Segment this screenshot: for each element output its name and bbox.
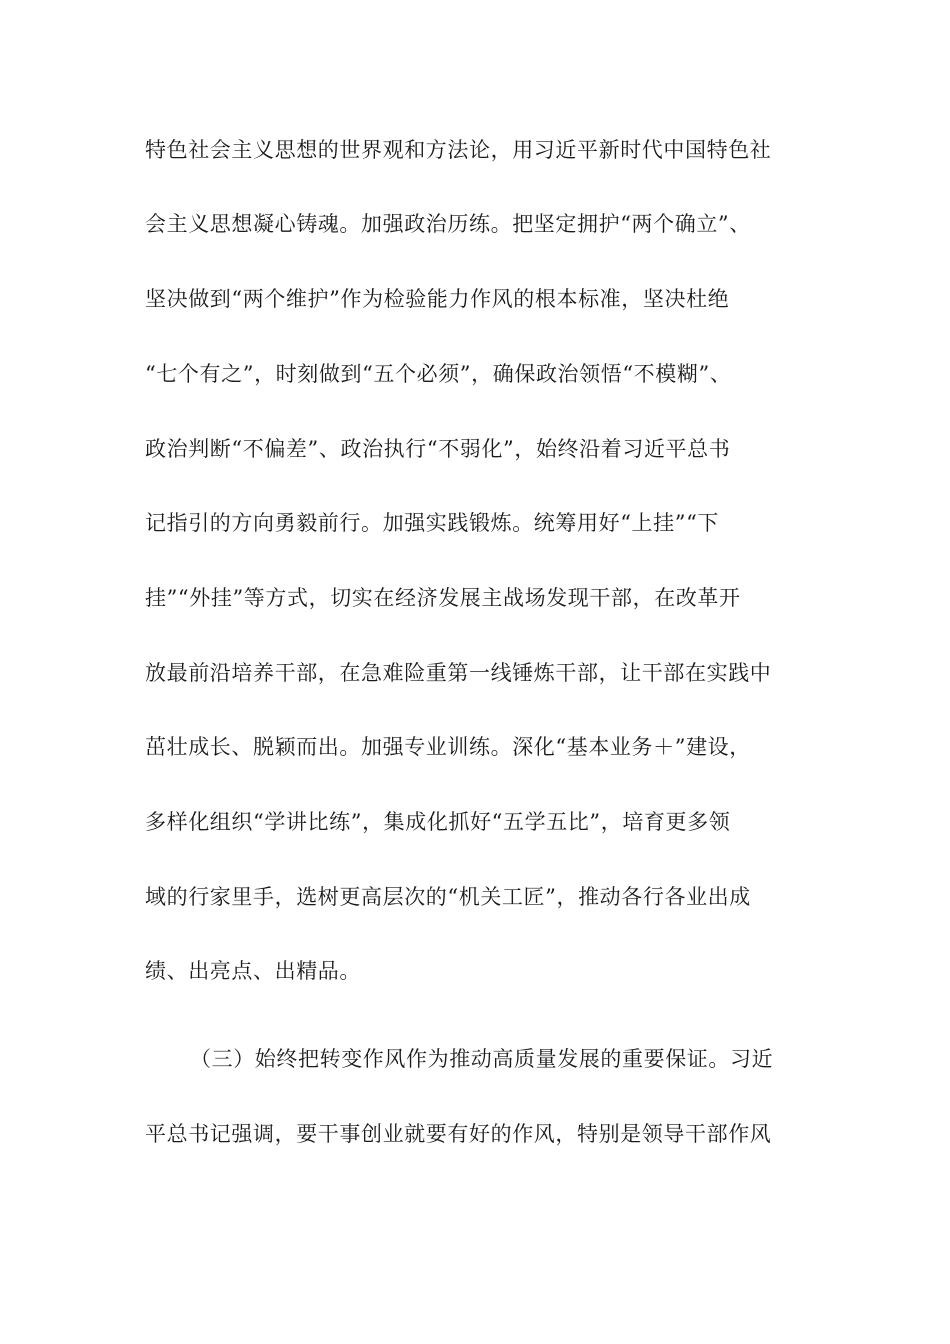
paragraph-line: 放最前沿培养干部，在急难险重第一线锤炼干部，让干部在实践中	[145, 661, 772, 685]
paragraph-line: 记指引的方向勇毅前行。加强实践锻炼。统筹用好“上挂”“下	[145, 511, 720, 535]
paragraph-line: “七个有之”，时刻做到“五个必须”，确保政治领悟“不模糊”、	[145, 362, 732, 386]
paragraph-line: 茁壮成长、脱颖而出。加强专业训练。深化“基本业务＋”建设，	[145, 735, 751, 759]
paragraph-line: 挂”“外挂”等方式，切实在经济发展主战场发现干部，在改革开	[145, 586, 741, 610]
paragraph-line: 会主义思想凝心铸魂。加强政治历练。把坚定拥护“两个确立”、	[145, 212, 751, 236]
paragraph-line: 平总书记强调，要干事创业就要有好的作风，特别是领导干部作风	[145, 1122, 772, 1146]
paragraph-line: 多样化组织“学讲比练”，集成化抓好“五学五比”，培育更多领	[145, 810, 731, 834]
paragraph-line: 政治判断“不偏差”、政治执行“不弱化”，始终沿着习近平总书	[145, 437, 731, 461]
paragraph-line: 坚决做到“两个维护”作为检验能力作风的根本标准，坚决杜绝	[145, 287, 730, 311]
paragraph-line: 绩、出亮点、出精品。	[145, 959, 361, 983]
section-heading-line: （三）始终把转变作风作为推动高质量发展的重要保证。习近	[190, 1047, 774, 1071]
paragraph-line: 域的行家里手，选树更高层次的“机关工匠”，推动各行各业出成	[145, 885, 751, 909]
paragraph-line: 特色社会主义思想的世界观和方法论，用习近平新时代中国特色社	[145, 138, 772, 162]
